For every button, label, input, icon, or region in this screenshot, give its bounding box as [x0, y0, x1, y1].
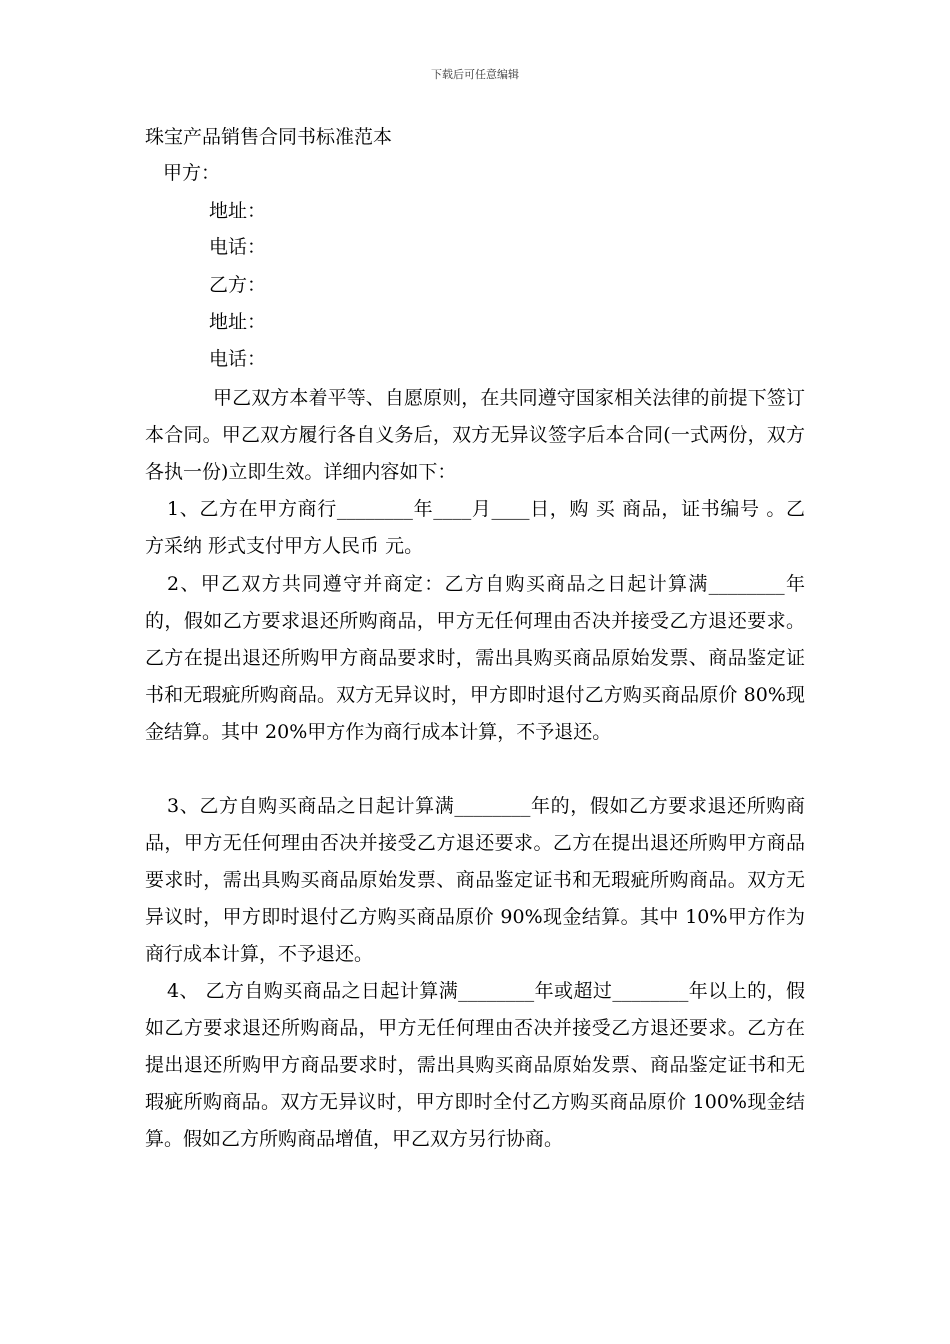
party-a-phone-label: 电话：: [209, 236, 267, 258]
clause-4: 4、 乙方自购买商品之日起计算满________年或超过________年以上的，假如乙方要求退还所购商品，甲方无任何理由否决并接受乙方退还要求。乙方在提出退还所购甲方商品要求时，需出具购买商品原始发票、商品鉴定证书和无瑕疵所购商品。双方无异议时，甲方即时全付乙方购买商品原价 100%现金结算。假如乙方所购商品增值，甲乙双方另行协商。: [145, 980, 805, 1150]
party-b-label: 乙方：: [209, 274, 267, 296]
party-a-label: 甲方：: [163, 162, 221, 184]
clause-2: 2、甲乙双方共同遵守并商定：乙方自购买商品之日起计算满________年的，假如乙方要求退还所购商品，甲方无任何理由否决并接受乙方退还要求。乙方在提出退还所购甲方商品要求时，需出具购买商品原始发票、商品鉴定证书和无瑕疵所购商品。双方无异议时，甲方即时退付乙方购买商品原价 80%现金结算。其中 20%甲方作为商行成本计算，不予退还。: [145, 573, 805, 743]
page-header-note: 下载后可任意编辑: [431, 68, 519, 81]
party-b-address-label: 地址：: [209, 311, 267, 333]
party-a-address-label: 地址：: [209, 200, 267, 222]
document-title: 珠宝产品销售合同书标准范本: [145, 126, 393, 148]
party-b-phone-label: 电话：: [209, 348, 267, 370]
clause-1: 1、乙方在甲方商行________年____月____日，购 买 商品，证书编号 。乙方采纳 形式支付甲方人民币 元。: [145, 498, 805, 557]
clause-3: 3、乙方自购买商品之日起计算满________年的，假如乙方要求退还所购商品，甲方无任何理由否决并接受乙方退还要求。乙方在提出退还所购甲方商品要求时，需出具购买商品原始发票、商品鉴定证书和无瑕疵所购商品。双方无异议时，甲方即时退付乙方购买商品原价 90%现金结算。其中 10%甲方作为商行成本计算，不予退还。: [145, 795, 805, 965]
intro-paragraph: 甲乙双方本着平等、自愿原则，在共同遵守国家相关法律的前提下签订本合同。甲乙双方履行各自义务后，双方无异议签字后本合同(一式两份，双方各执一份)立即生效。详细内容如下：: [145, 387, 805, 483]
